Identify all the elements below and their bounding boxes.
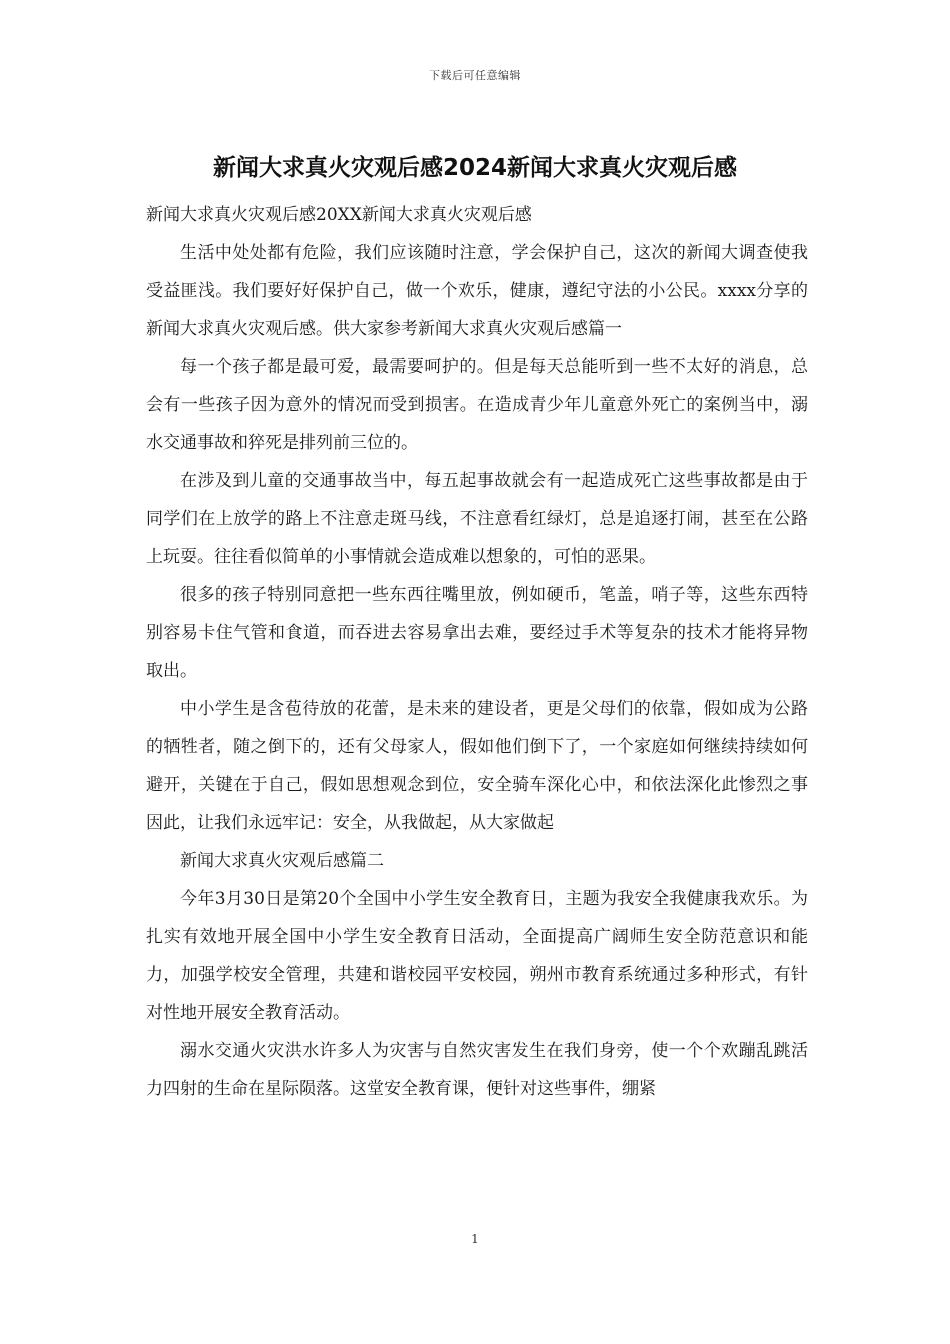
paragraph: 在涉及到儿童的交通事故当中，每五起事故就会有一起造成死亡这些事故都是由于同学们在上放学的路上不注意走斑马线，不注意看红绿灯，总是追逐打闹，甚至在公路上玩耍。往往看似简单的小事情就会造成难以想象的，可怕的恶果。 [146,471,808,567]
paragraph-intro: 生活中处处都有危险，我们应该随时注意，学会保护自己，这次的新闻大调查使我受益匪浅。我们要好好保护自己，做一个欢乐，健康，遵纪守法的小公民。xxxx分享的新闻大求真火灾观后感。供大家参考新闻大求真火灾观后感篇一 [146,243,808,339]
paragraph: 中小学生是含苞待放的花蕾，是未来的建设者，更是父母们的依靠，假如成为公路的牺牲者，随之倒下的，还有父母家人，假如他们倒下了，一个家庭如何继续持续如何避开，关键在于自己，假如思想观念到位，安全骑车深化心中，和依法深化此惨烈之事因此，让我们永远牢记：安全，从我做起，从大家做起 [146,699,808,833]
page-header-note: 下载后可任意编辑 [429,69,521,82]
section-heading: 新闻大求真火灾观后感篇二 [180,851,384,871]
paragraph: 每一个孩子都是最可爱，最需要呵护的。但是每天总能听到一些不太好的消息，总会有一些孩子因为意外的情况而受到损害。在造成青少年儿童意外死亡的案例当中，溺水交通事故和猝死是排列前三位的。 [146,357,808,453]
paragraph: 很多的孩子特别同意把一些东西往嘴里放，例如硬币，笔盖，哨子等，这些东西特别容易卡住气管和食道，而吞进去容易拿出去难，要经过手术等复杂的技术才能将异物取出。 [146,585,808,681]
document-body [146,196,808,1108]
paragraph: 溺水交通火灾洪水许多人为灾害与自然灾害发生在我们身旁，使一个个欢蹦乱跳活力四射的生命在星际陨落。这堂安全教育课，便针对这些事件，绷紧 [146,1041,808,1099]
document-subtitle: 新闻大求真火灾观后感20XX新闻大求真火灾观后感 [146,205,532,225]
paragraph: 今年3月30日是第20个全国中小学生安全教育日，主题为我安全我健康我欢乐。为扎实有效地开展全国中小学生安全教育日活动，全面提高广阔师生安全防范意识和能力，加强学校安全管理，共建和谐校园平安校园，朔州市教育系统通过多种形式，有针对性地开展安全教育活动。 [146,889,808,1023]
document-title: 新闻大求真火灾观后感2024新闻大求真火灾观后感 [212,155,737,181]
page-number: 1 [471,1232,479,1246]
